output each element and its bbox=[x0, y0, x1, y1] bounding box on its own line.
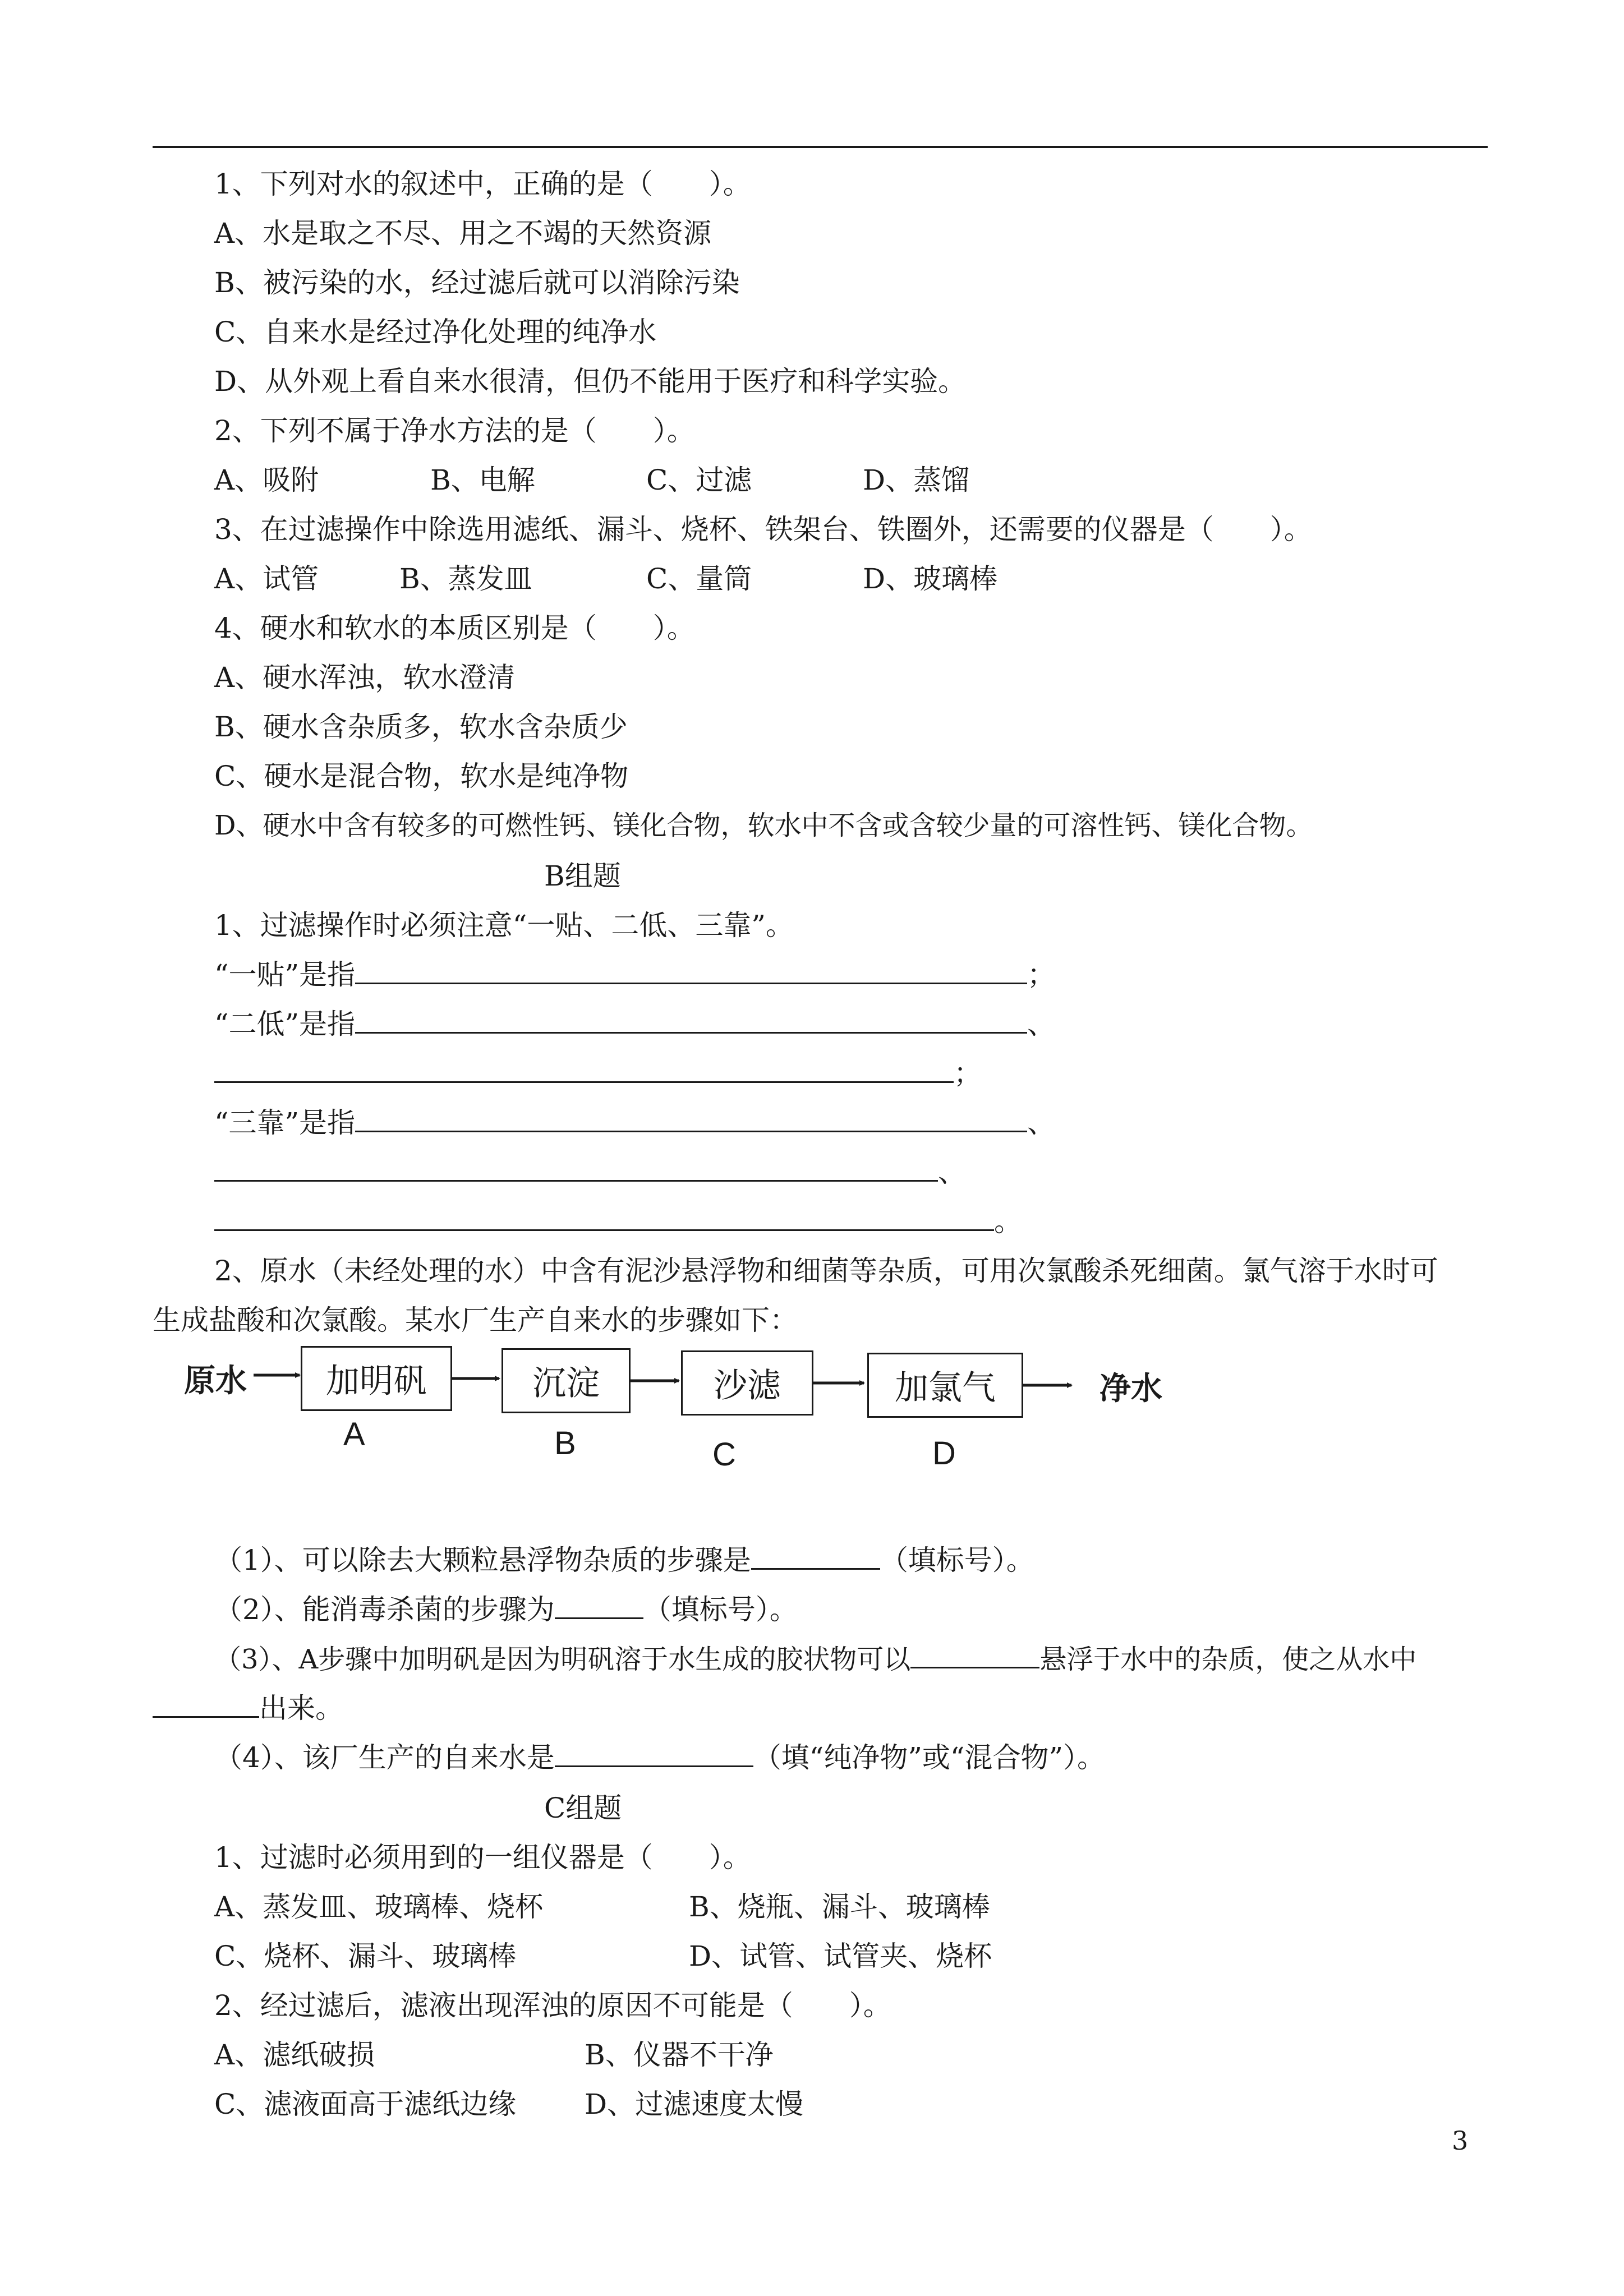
question-a1-stem: 1、下列对水的叙述中，正确的是（ ）。 bbox=[214, 168, 751, 200]
option-a3-c: C、量筒 bbox=[646, 563, 752, 595]
option-a2-d: D、蒸馏 bbox=[863, 464, 970, 496]
sub-question-3 bbox=[214, 1642, 1416, 1676]
page-number: 3 bbox=[1452, 2126, 1469, 2156]
option-a3-d: D、玻璃棒 bbox=[863, 563, 998, 595]
sankao-label: “三靠”是指 bbox=[214, 1106, 356, 1139]
yitie-end: ； bbox=[1027, 958, 1056, 991]
question-b2-intro-1: 2、原水（未经处理的水）中含有泥沙悬浮物和细菌等杂质，可用次氯酸杀死细菌。氯气溶于水时可 bbox=[214, 1255, 1438, 1287]
flow-letter-a: A bbox=[343, 1416, 365, 1453]
group-c-heading: C组题 bbox=[544, 1792, 622, 1824]
sub3-blank-1[interactable] bbox=[910, 1642, 1039, 1668]
sub3-tail: 出来。 bbox=[259, 1692, 343, 1725]
question-a2-stem: 2、下列不属于净水方法的是（ ）。 bbox=[214, 414, 695, 447]
option-a2-b: B、电解 bbox=[430, 464, 535, 496]
option-c2-c: C、滤液面高于滤纸边缘 bbox=[214, 2088, 517, 2120]
question-c2-stem: 2、经过滤后，滤液出现浑浊的原因不可能是（ ）。 bbox=[214, 1989, 891, 2022]
sub2-text: （2）、能消毒杀菌的步骤为 bbox=[214, 1593, 555, 1626]
option-c1-a: A、蒸发皿、玻璃棒、烧杯 bbox=[214, 1891, 544, 1923]
sankao-sep-2: 、 bbox=[938, 1156, 966, 1188]
sub-question-2 bbox=[214, 1593, 798, 1626]
flow-letter-c: C bbox=[712, 1436, 736, 1473]
option-a3-b: B、蒸发皿 bbox=[399, 563, 532, 595]
sub-question-1 bbox=[214, 1543, 1034, 1577]
options-c2-row1 bbox=[214, 2038, 1112, 2072]
group-b-heading: B组题 bbox=[544, 860, 621, 892]
sub3-mid: 悬浮于水中的杂质，使之从水中 bbox=[1039, 1644, 1417, 1675]
option-a4-c: C、硬水是混合物，软水是纯净物 bbox=[214, 760, 629, 792]
erdi-sep: 、 bbox=[1027, 1008, 1056, 1040]
options-c1-row2 bbox=[214, 1939, 1112, 1973]
sub-question-4 bbox=[214, 1741, 1105, 1774]
sub3-text: （3）、A步骤中加明矾是因为明矾溶于水生成的胶状物可以 bbox=[214, 1644, 911, 1675]
flow-letter-d: D bbox=[932, 1435, 956, 1472]
option-c2-d: D、过滤速度太慢 bbox=[585, 2088, 804, 2120]
sub1-text: （1）、可以除去大颗粒悬浮物杂质的步骤是 bbox=[214, 1544, 751, 1576]
option-c1-b: B、烧瓶、漏斗、玻璃棒 bbox=[689, 1891, 990, 1923]
options-c2-row2 bbox=[214, 2087, 1112, 2121]
option-a3-a: A、试管 bbox=[214, 563, 319, 595]
flow-step-c: 沙滤 bbox=[681, 1350, 813, 1416]
sub1-tail: （填标号）。 bbox=[880, 1544, 1034, 1576]
option-c1-c: C、烧杯、漏斗、玻璃棒 bbox=[214, 1940, 517, 1972]
option-a1-a: A、水是取之不尽、用之不竭的天然资源 bbox=[214, 217, 712, 250]
erdi-end: ； bbox=[954, 1057, 982, 1090]
option-a4-b: B、硬水含杂质多，软水含杂质少 bbox=[214, 711, 628, 743]
question-b2-intro-2: 生成盐酸和次氯酸。某水厂生产自来水的步骤如下： bbox=[153, 1304, 798, 1336]
sub2-tail: （填标号）。 bbox=[643, 1593, 798, 1626]
option-a1-d: D、从外观上看自来水很清，但仍不能用于医疗和科学实验。 bbox=[214, 365, 967, 398]
option-a1-b: B、被污染的水，经过滤后就可以消除污染 bbox=[214, 266, 740, 299]
option-a1-c: C、自来水是经过净化处理的纯净水 bbox=[214, 316, 657, 348]
sub1-blank[interactable] bbox=[751, 1543, 880, 1570]
sub-question-3-cont bbox=[153, 1691, 343, 1725]
sub4-blank[interactable] bbox=[555, 1741, 753, 1767]
flow-end-label: 净水 bbox=[1099, 1371, 1162, 1407]
sub3-blank-2[interactable] bbox=[153, 1691, 259, 1718]
flow-letter-b: B bbox=[554, 1425, 576, 1461]
flow-start-label: 原水 bbox=[184, 1363, 247, 1399]
flow-step-a: 加明矾 bbox=[301, 1346, 452, 1411]
question-c1-stem: 1、过滤时必须用到的一组仪器是（ ）。 bbox=[214, 1841, 751, 1874]
sankao-end: 。 bbox=[994, 1205, 1022, 1238]
question-a4-stem: 4、硬水和软水的本质区别是（ ）。 bbox=[214, 612, 695, 644]
option-a4-a: A、硬水浑浊，软水澄清 bbox=[214, 661, 516, 694]
option-c1-d: D、试管、试管夹、烧杯 bbox=[689, 1940, 992, 1972]
question-a3-stem: 3、在过滤操作中除选用滤纸、漏斗、烧杯、铁架台、铁圈外，还需要的仪器是（ ）。 bbox=[214, 513, 1312, 546]
flow-step-b: 沉淀 bbox=[502, 1348, 631, 1413]
option-a2-c: C、过滤 bbox=[646, 464, 752, 496]
options-c1-row1 bbox=[214, 1890, 1112, 1924]
option-a2-a: A、吸附 bbox=[214, 464, 319, 496]
option-c2-b: B、仪器不干净 bbox=[585, 2039, 774, 2071]
sub2-blank[interactable] bbox=[555, 1593, 643, 1619]
question-b1-stem: 1、过滤操作时必须注意“一贴、二低、三靠”。 bbox=[214, 909, 794, 942]
option-a4-d: D、硬水中含有较多的可燃性钙、镁化合物，软水中不含或含较少量的可溶性钙、镁化合物。 bbox=[214, 810, 1313, 841]
flow-step-d: 加氯气 bbox=[867, 1353, 1023, 1418]
erdi-label: “二低”是指 bbox=[214, 1008, 356, 1040]
sub4-tail: （填“纯净物”或“混合物”）。 bbox=[753, 1741, 1106, 1774]
yitie-label: “一贴”是指 bbox=[214, 958, 356, 991]
option-c2-a: A、滤纸破损 bbox=[214, 2039, 375, 2071]
sankao-sep-1: 、 bbox=[1027, 1106, 1056, 1139]
sub4-text: （4）、该厂生产的自来水是 bbox=[214, 1741, 555, 1774]
